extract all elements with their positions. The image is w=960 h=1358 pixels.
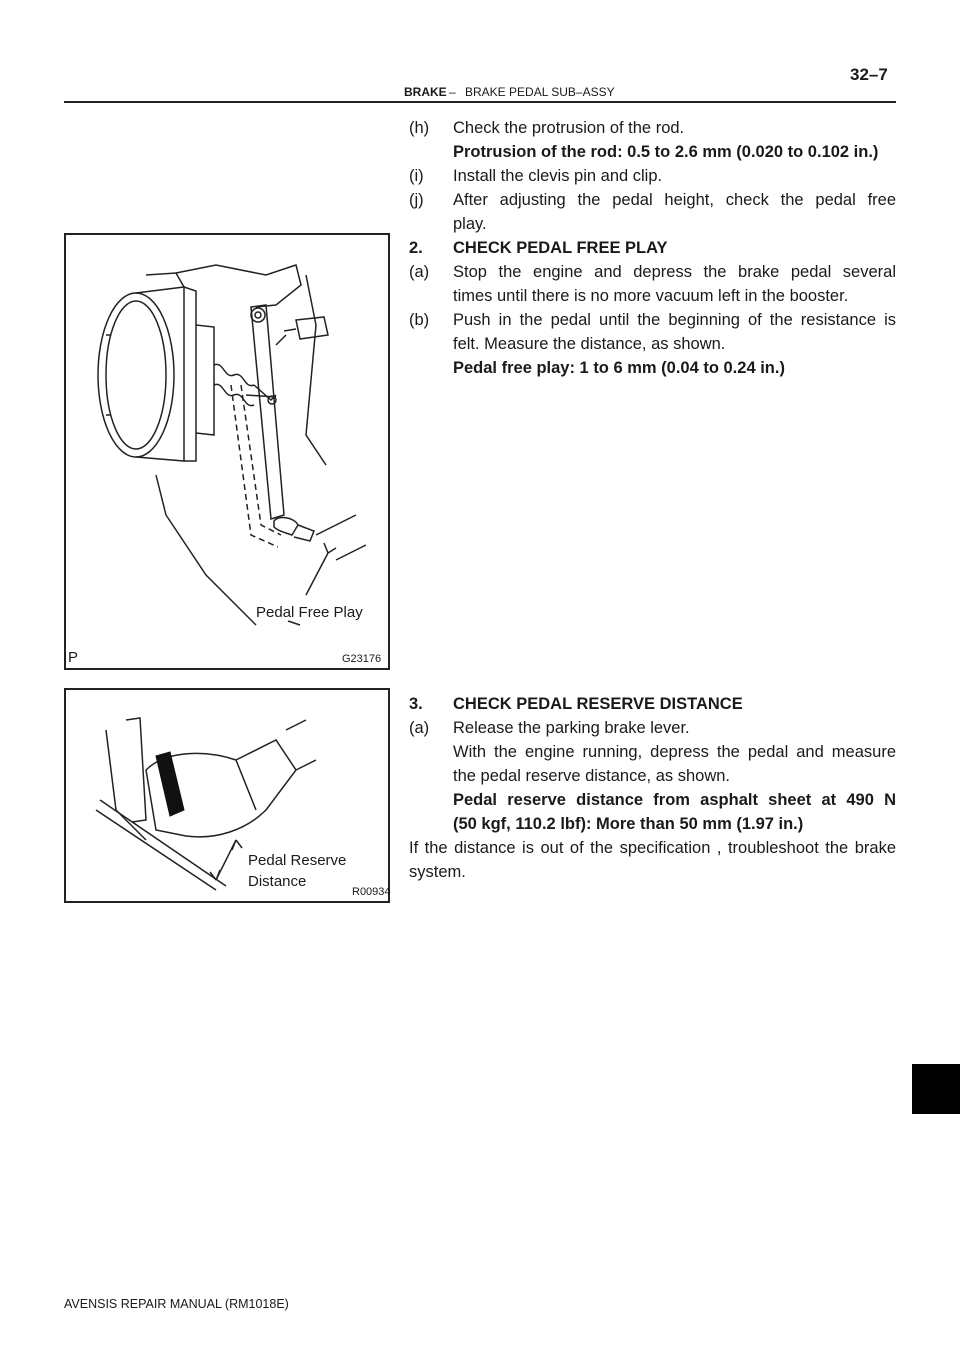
callout-line-2: Distance xyxy=(248,873,307,890)
procedure-block-1 xyxy=(409,116,896,380)
note-line-1: If the distance is out of the specification , troubleshoot the brake xyxy=(409,839,896,857)
callout-line-1: Pedal Reserve xyxy=(248,852,347,869)
step-3a-cont-2: the pedal reserve distance, as shown. xyxy=(453,767,730,785)
step-i: (i) Install the clevis pin and clip. xyxy=(409,167,663,185)
spec-pedal-free-play: Pedal free play: 1 to 6 mm (0.04 to 0.24 in.) xyxy=(453,359,785,377)
step-j: (j) After adjusting the pedal height, check the pedal free xyxy=(409,191,896,209)
header-section: BRAKE xyxy=(404,85,447,99)
step-3a: (a) Release the parking brake lever. xyxy=(409,719,690,737)
step-2a-cont: times until there is no more vacuum left in the booster. xyxy=(453,287,849,305)
section-3-heading: 3. CHECK PEDAL RESERVE DISTANCE xyxy=(409,695,743,713)
procedure-block-2 xyxy=(409,692,896,884)
callout-pedal-free-play: Pedal Free Play xyxy=(256,604,363,621)
step-2a: (a) Stop the engine and depress the brake pedal several xyxy=(409,263,896,281)
section-2-heading: 2. CHECK PEDAL FREE PLAY xyxy=(409,239,668,257)
callout-pedal-reserve xyxy=(248,850,346,892)
header-subsection: BRAKE PEDAL SUB–ASSY xyxy=(465,85,615,99)
step-2b-cont: felt. Measure the distance, as shown. xyxy=(453,335,726,353)
step-h: (h) Check the protrusion of the rod. xyxy=(409,119,685,137)
figure-code: G23176 xyxy=(342,653,382,665)
corner-letter: P xyxy=(68,649,79,666)
figure-pedal-reserve-distance xyxy=(64,688,390,903)
page-header xyxy=(0,85,960,101)
figure-code: R00934 xyxy=(352,886,391,898)
spec-reserve-line-2: (50 kgf, 110.2 lbf): More than 50 mm (1.97 in.) xyxy=(453,815,804,833)
page-number: 32–7 xyxy=(850,65,888,84)
header-dash: – xyxy=(449,85,456,99)
spec-rod-protrusion: Protrusion of the rod: 0.5 to 2.6 mm (0.020 to 0.102 in.) xyxy=(453,143,879,161)
figure-pedal-free-play xyxy=(64,233,390,670)
header-rule xyxy=(64,101,896,103)
page-footer: AVENSIS REPAIR MANUAL (RM1018E) xyxy=(64,1297,289,1311)
step-j-cont: play. xyxy=(453,215,487,233)
note-line-2: system. xyxy=(409,863,466,881)
step-2b: (b) Push in the pedal until the beginning of the resistance is xyxy=(409,311,896,329)
spec-reserve-line-1: Pedal reserve distance from asphalt sheet at 490 N xyxy=(453,791,896,809)
section-tab-marker xyxy=(912,1064,960,1114)
step-3a-cont-1: With the engine running, depress the pedal and measure xyxy=(453,743,896,761)
